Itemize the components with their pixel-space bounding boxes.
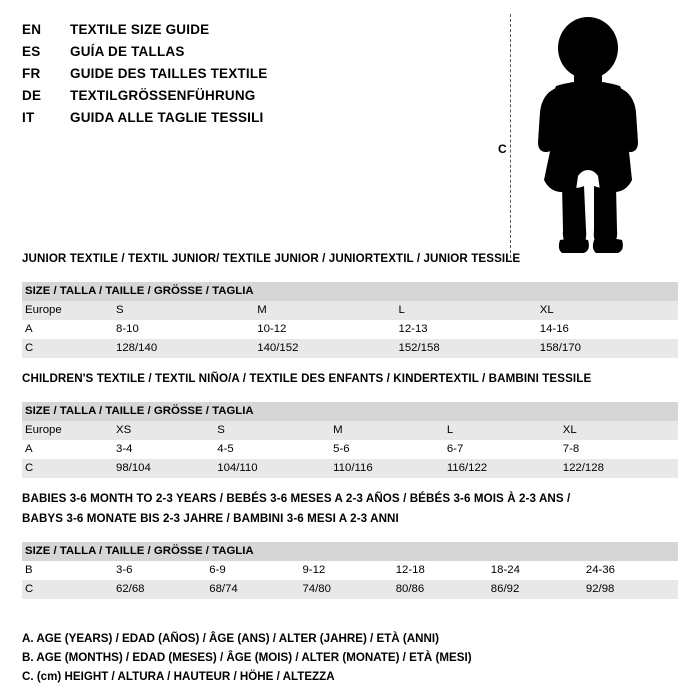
guide-title: TEXTILE SIZE GUIDE	[70, 22, 210, 37]
column-header: XL	[537, 301, 678, 320]
table-subheader-row	[22, 402, 678, 421]
section-title-babies-line2: BABYS 3-6 MONATE BIS 2-3 JAHRE / BAMBINI 3-6 MESI A 2-3 ANNI	[22, 512, 399, 525]
guide-title: GUÍA DE TALLAS	[70, 44, 185, 59]
column-header: XL	[560, 421, 678, 440]
cell: 24-36	[583, 561, 678, 580]
cell: 86/92	[488, 580, 583, 599]
cell: 62/68	[113, 580, 206, 599]
language-code: ES	[22, 44, 41, 59]
cell: 152/158	[396, 339, 537, 358]
cell: 104/110	[214, 459, 330, 478]
column-header: S	[214, 421, 330, 440]
row-label: C	[22, 459, 113, 478]
cell: 6-9	[206, 561, 299, 580]
guide-title: GUIDA ALLE TAGLIE TESSILI	[70, 110, 264, 125]
table-row	[22, 339, 678, 358]
cell: 18-24	[488, 561, 583, 580]
column-header: L	[396, 301, 537, 320]
cell: 14-16	[537, 320, 678, 339]
cell: 92/98	[583, 580, 678, 599]
cell: 3-4	[113, 440, 214, 459]
height-dashed-line	[510, 14, 511, 258]
column-header: S	[113, 301, 254, 320]
section-title-children: CHILDREN'S TEXTILE / TEXTIL NIÑO/A / TEXTILE DES ENFANTS / KINDERTEXTIL / BAMBINI TESSILE	[22, 372, 592, 385]
measurement-figure	[496, 10, 686, 260]
guide-title: GUIDE DES TAILLES TEXTILE	[70, 66, 268, 81]
language-code: FR	[22, 66, 41, 81]
column-header: M	[330, 421, 444, 440]
table-subheader-cell: SIZE / TALLA / TAILLE / GRÖSSE / TAGLIA	[22, 402, 678, 421]
height-measure-label: C	[498, 142, 507, 156]
legend-item-a: A. AGE (YEARS) / EDAD (AÑOS) / ÂGE (ANS) / ALTER (JAHRE) / ETÀ (ANNI)	[22, 632, 439, 645]
column-header: M	[254, 301, 395, 320]
language-code: EN	[22, 22, 42, 37]
header-row	[22, 44, 482, 66]
table-subheader-row	[22, 542, 678, 561]
cell: 8-10	[113, 320, 254, 339]
cell: 12-18	[393, 561, 488, 580]
language-code: DE	[22, 88, 42, 103]
guide-title: TEXTILGRÖSSENFÜHRUNG	[70, 88, 256, 103]
row-label: A	[22, 440, 113, 459]
cell: 5-6	[330, 440, 444, 459]
cell: 128/140	[113, 339, 254, 358]
header-row	[22, 88, 482, 110]
cell: 98/104	[113, 459, 214, 478]
table-column-row	[22, 301, 678, 320]
cell: 74/80	[299, 580, 392, 599]
legend-item-b: B. AGE (MONTHS) / EDAD (MESES) / ÂGE (MOIS) / ALTER (MONATE) / ETÀ (MESI)	[22, 651, 472, 664]
column-header: L	[444, 421, 560, 440]
row-label: C	[22, 339, 113, 358]
cell: 158/170	[537, 339, 678, 358]
language-code: IT	[22, 110, 35, 125]
table-row	[22, 580, 678, 599]
table-subheader-row	[22, 282, 678, 301]
legend-block	[22, 629, 472, 686]
table-children	[22, 402, 678, 478]
table-subheader-cell: SIZE / TALLA / TAILLE / GRÖSSE / TAGLIA	[22, 282, 678, 301]
cell: 9-12	[299, 561, 392, 580]
cell: 10-12	[254, 320, 395, 339]
table-junior	[22, 282, 678, 358]
table-row	[22, 440, 678, 459]
cell: 140/152	[254, 339, 395, 358]
table-subheader-cell: SIZE / TALLA / TAILLE / GRÖSSE / TAGLIA	[22, 542, 678, 561]
table-babies	[22, 542, 678, 599]
table-row	[22, 459, 678, 478]
cell: 3-6	[113, 561, 206, 580]
row-label: A	[22, 320, 113, 339]
cell: 116/122	[444, 459, 560, 478]
header-row	[22, 66, 482, 88]
table-column-row	[22, 421, 678, 440]
cell: 110/116	[330, 459, 444, 478]
row-label: B	[22, 561, 113, 580]
child-silhouette-icon	[520, 14, 660, 258]
header-row	[22, 110, 482, 132]
language-title-block	[22, 22, 482, 132]
row-label: C	[22, 580, 113, 599]
table-row	[22, 561, 678, 580]
section-title-junior: JUNIOR TEXTILE / TEXTIL JUNIOR/ TEXTILE JUNIOR / JUNIORTEXTIL / JUNIOR TESSILE	[22, 252, 521, 265]
column-header: Europe	[22, 301, 113, 320]
cell: 7-8	[560, 440, 678, 459]
cell: 80/86	[393, 580, 488, 599]
cell: 122/128	[560, 459, 678, 478]
cell: 68/74	[206, 580, 299, 599]
cell: 12-13	[396, 320, 537, 339]
header-row	[22, 22, 482, 44]
column-header: XS	[113, 421, 214, 440]
cell: 4-5	[214, 440, 330, 459]
legend-item-c: C. (cm) HEIGHT / ALTURA / HAUTEUR / HÖHE / ALTEZZA	[22, 670, 335, 683]
table-row	[22, 320, 678, 339]
column-header: Europe	[22, 421, 113, 440]
section-title-babies-line1: BABIES 3-6 MONTH TO 2-3 YEARS / BEBÉS 3-6 MESES A 2-3 AÑOS / BÉBÉS 3-6 MOIS À 2-3 ANS /	[22, 492, 571, 505]
cell: 6-7	[444, 440, 560, 459]
